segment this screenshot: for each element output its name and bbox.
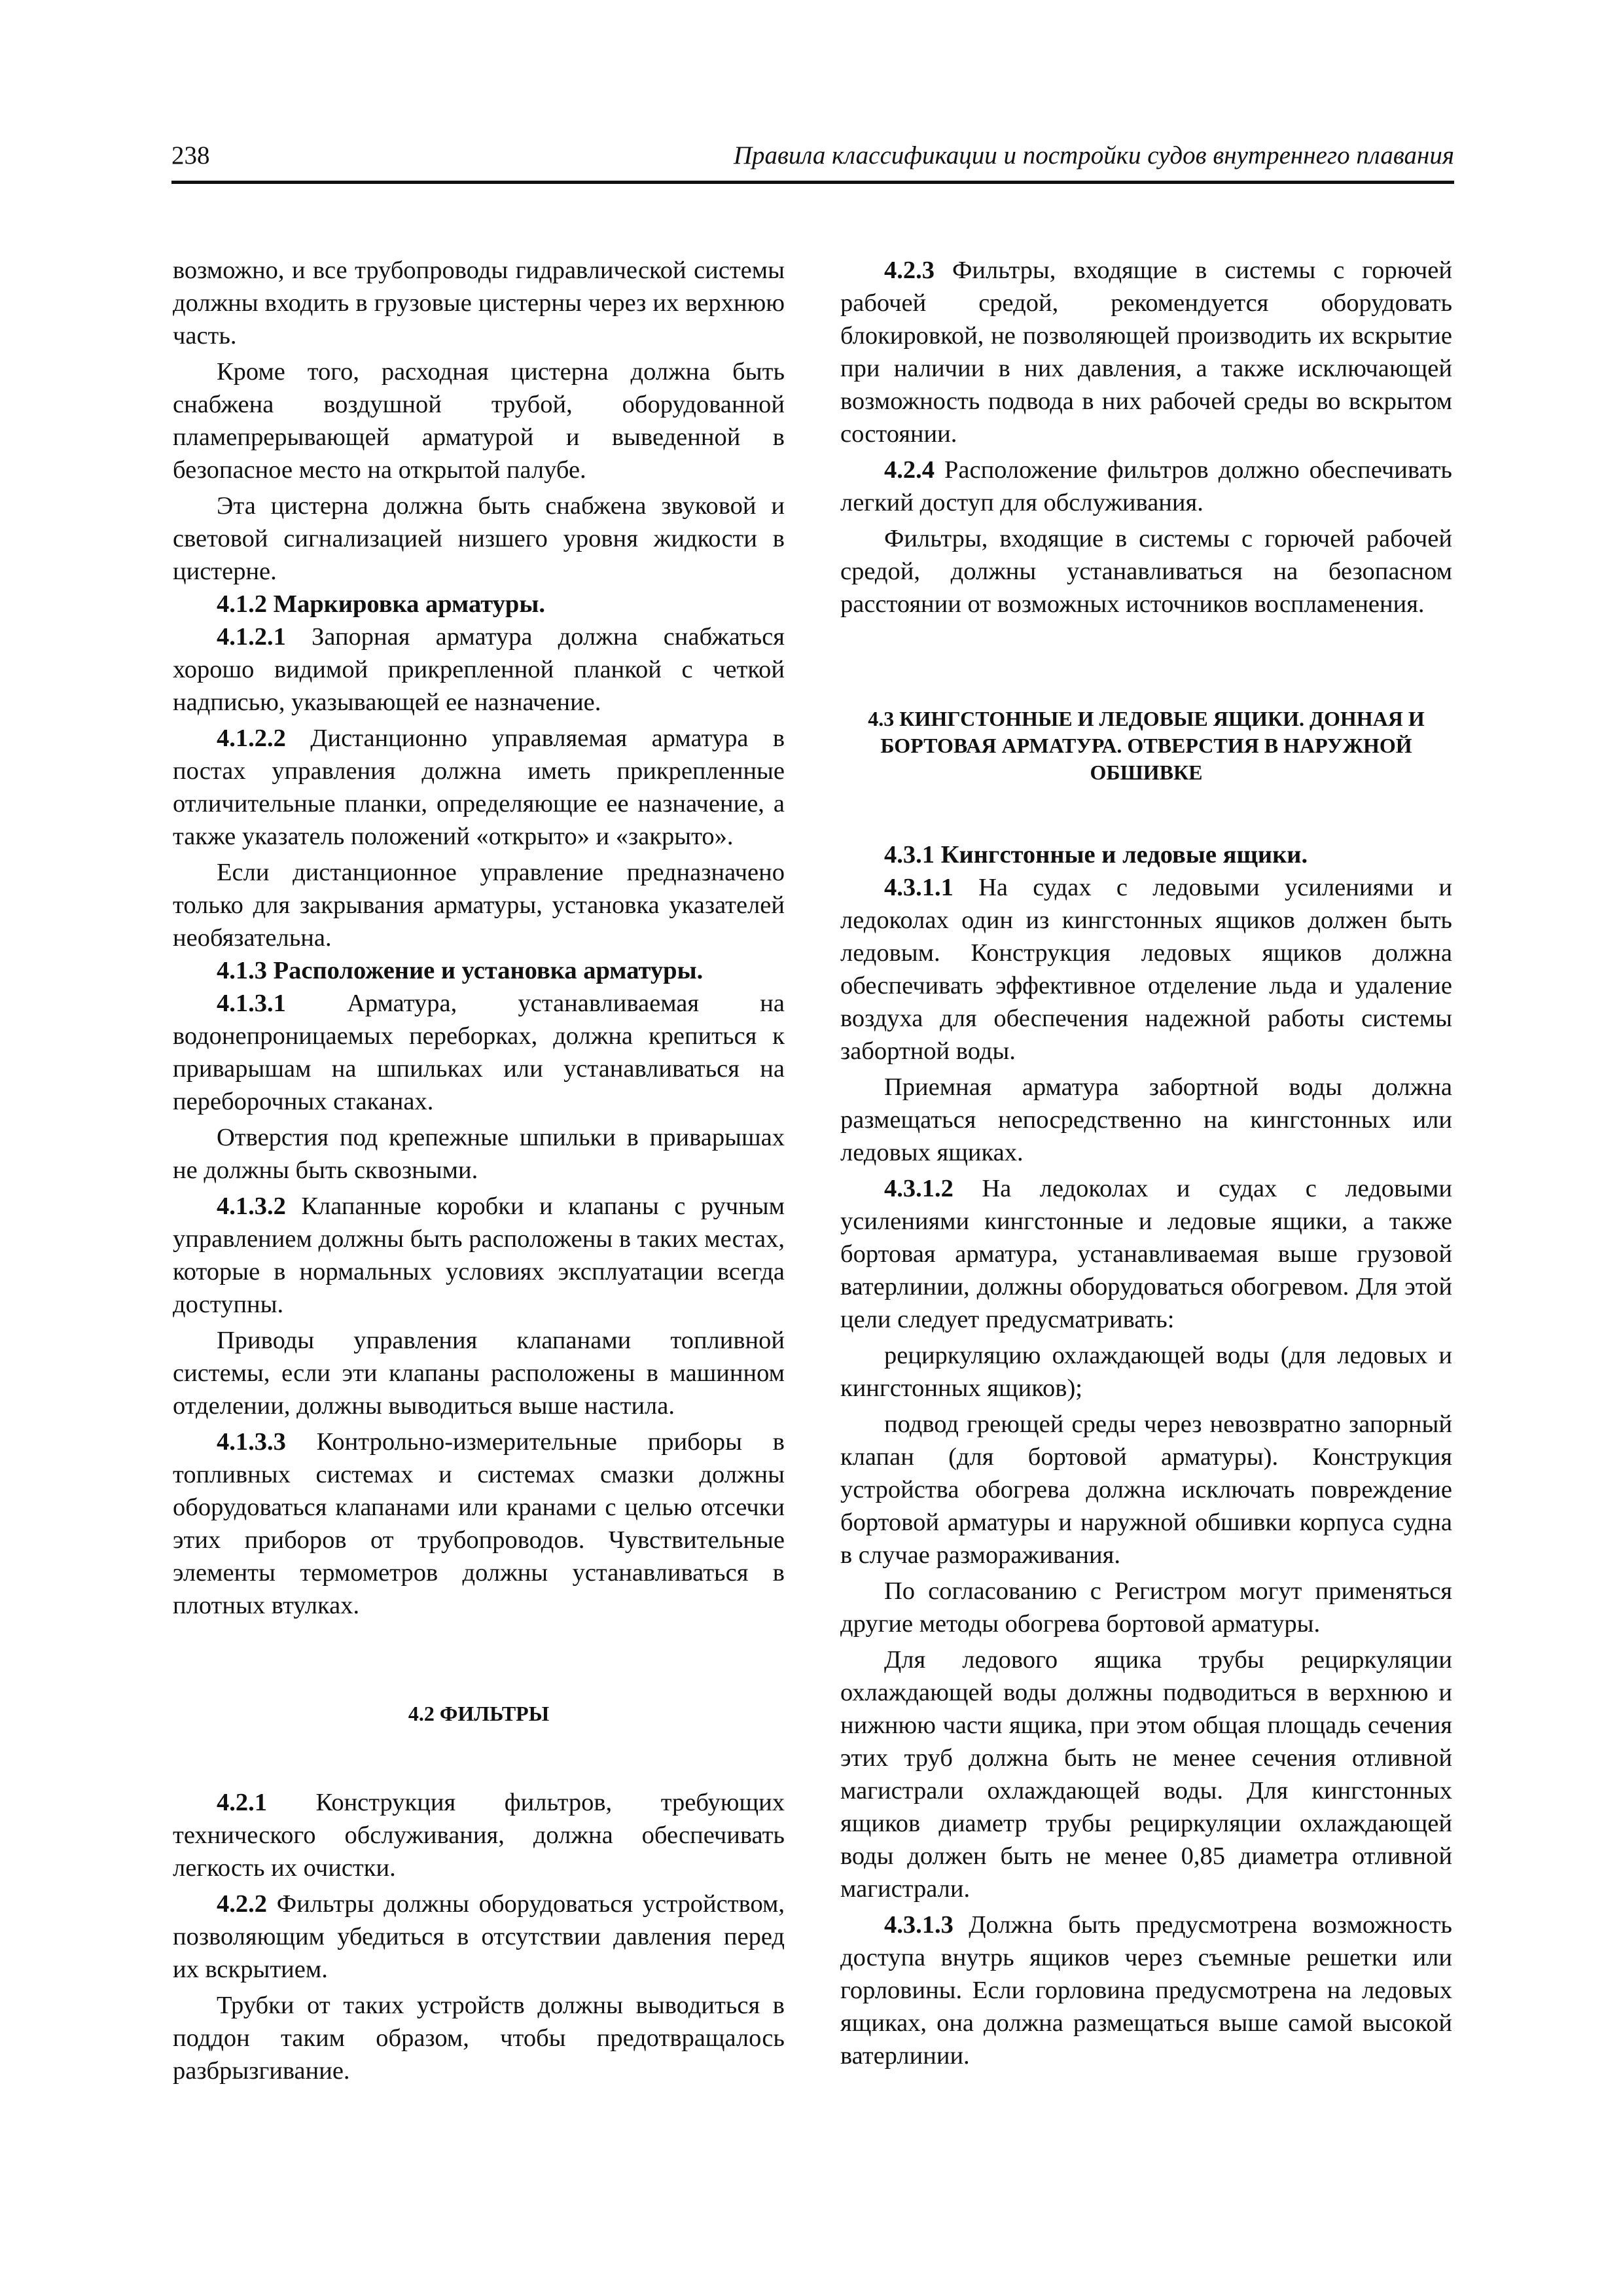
clause-number: 4.1.3.1: [217, 990, 286, 1017]
section-heading-4-1-2: 4.1.2 Маркировка арматуры.: [217, 590, 546, 618]
paragraph: Отверстия под крепежные шпильки в приварышах не должны быть сквозными.: [173, 1124, 785, 1184]
paragraph: рециркуляцию охлаждающей воды (для ледовых и кингстонных ящиков);: [840, 1342, 1452, 1402]
clause-4-2-4: [840, 454, 1452, 519]
clause-number: 4.3.1.3: [884, 1911, 954, 1939]
clause-text: Контрольно-измерительные приборы в топливных системах и системах смазки должны оборудоваться клапанами или кранами с целью отсечки этих приборов от трубопроводов. Чувствительные элементы термометров должны устанавливаться в плотных втулках.: [173, 1428, 785, 1619]
clause-number: 4.2.2: [217, 1890, 267, 1918]
section-heading-4-3-1: 4.3.1 Кингстонные и ледовые ящики.: [884, 841, 1308, 869]
clause-text: Фильтры, входящие в системы с горючей рабочей средой, рекомендуется оборудовать блокировкой, не позволяющей производить их вскрытие при наличии в них давления, а также исключающей возможность подвода в них рабочей среды во вскрытом состоянии.: [840, 257, 1452, 448]
clause-4-1-3-2: [173, 1190, 785, 1321]
clause-4-3-1-2: [840, 1172, 1452, 1336]
spacer: [173, 1727, 785, 1786]
clause-4-3-1-1: [840, 871, 1452, 1067]
clause-4-1-3-1: [173, 987, 785, 1118]
right-column: [840, 254, 1452, 2072]
clause-4-2-3: [840, 254, 1452, 450]
clause-number: 4.2.3: [884, 257, 935, 284]
section-heading-4-3: 4.3 КИНГСТОННЫЕ И ЛЕДОВЫЕ ЯЩИКИ. ДОННАЯ И БОРТОВАЯ АРМАТУРА. ОТВЕРСТИЯ В НАРУЖНОЙ ОБШИВКЕ: [868, 707, 1425, 784]
clause-text: Расположение фильтров должно обеспечивать легкий доступ для обслуживания.: [840, 456, 1452, 516]
paragraph: возможно, и все трубопроводы гидравлической системы должны входить в грузовые цистерны через их верхнюю часть.: [173, 257, 785, 350]
clause-number: 4.3.1.1: [884, 874, 954, 901]
clause-4-1-3-3: [173, 1426, 785, 1622]
paragraph: Кроме того, расходная цистерна должна быть снабжена воздушной трубой, оборудованной пламепрерывающей арматурой и выведенной в безопасное место на открытой палубе.: [173, 358, 785, 484]
clause-text: Должна быть предусмотрена возможность доступа внутрь ящиков через съемные решетки или горловины. Если горловина предусмотрена на ледовых ящиках, она должна размещаться выше самой высокой ватерлинии.: [840, 1911, 1452, 2070]
clause-4-1-2-1: [173, 620, 785, 719]
clause-number: 4.3.1.2: [884, 1175, 954, 1202]
clause-text: Запорная арматура должна снабжаться хорошо видимой прикрепленной планкой с четкой надписью, указывающей ее назначение.: [173, 623, 785, 716]
clause-number: 4.1.2.2: [217, 725, 286, 752]
running-title: Правила классификации и постройки судов внутреннего плавания: [733, 141, 1454, 170]
clause-text: На ледоколах и судах с ледовыми усилениями кингстонные и ледовые ящики, а также бортовая арматура, устанавливаемая выше грузовой ватерлинии, должны оборудоваться обогревом. Для этой цели следует предусматривать:: [840, 1175, 1452, 1333]
paragraph: Эта цистерна должна быть снабжена звуковой и световой сигнализацией низшего уровня жидкости в цистерне.: [173, 492, 785, 585]
clause-4-3-1-3: [840, 1909, 1452, 2072]
section-heading-4-2: 4.2 ФИЛЬТРЫ: [408, 1702, 550, 1725]
clause-4-1-2-2: [173, 722, 785, 853]
spacer: [840, 786, 1452, 838]
left-column: [173, 254, 785, 2087]
page-number: 238: [171, 141, 210, 170]
paragraph: подвод греющей среды через невозвратно запорный клапан (для бортовой арматуры). Конструкция устройства обогрева должна исключать повреждение бортовой арматуры и наружной обшивки корпуса судна в случае размораживания.: [840, 1410, 1452, 1569]
clause-4-2-1: [173, 1786, 785, 1884]
paragraph: Если дистанционное управление предназначено только для закрывания арматуры, установка указателей необязательна.: [173, 859, 785, 952]
paragraph: Фильтры, входящие в системы с горючей рабочей средой, должны устанавливаться на безопасном расстоянии от возможных источников воспламенения.: [840, 525, 1452, 618]
clause-number: 4.2.4: [884, 456, 935, 484]
clause-4-2-2: [173, 1888, 785, 1986]
clause-number: 4.1.2.1: [217, 623, 286, 651]
paragraph: По согласованию с Регистром могут применяться другие методы обогрева бортовой арматуры.: [840, 1577, 1452, 1638]
clause-text: Арматура, устанавливаемая на водонепроницаемых переборках, должна крепиться к приварышам на шпильках или устанавливаться на переборочных стаканах.: [173, 990, 785, 1115]
clause-number: 4.2.1: [217, 1789, 267, 1816]
clause-text: На судах с ледовыми усилениями и ледоколах один из кингстонных ящиков должен быть ледовым. Конструкция ледовых ящиков должна обеспечивать эффективное отделение льда и удаление воздуха для обеспечения надежной работы системы забортной воды.: [840, 874, 1452, 1065]
paragraph: Приводы управления клапанами топливной системы, если эти клапаны расположены в машинном отделении, должны выводиться выше настила.: [173, 1327, 785, 1420]
clause-text: Дистанционно управляемая арматура в постах управления должна иметь прикрепленные отличительные планки, определяющие ее назначение, а также указатель положений «открыто» и «закрыто».: [173, 725, 785, 850]
clause-text: Фильтры должны оборудоваться устройством, позволяющим убедиться в отсутствии давления перед их вскрытием.: [173, 1890, 785, 1983]
spacer: [840, 620, 1452, 706]
clause-text: Конструкция фильтров, требующих технического обслуживания, должна обеспечивать легкость их очистки.: [173, 1789, 785, 1882]
clause-text: Клапанные коробки и клапаны с ручным управлением должны быть расположены в таких местах, которые в нормальных условиях эксплуатации всегда доступны.: [173, 1193, 785, 1318]
clause-number: 4.1.3.3: [217, 1428, 286, 1456]
paragraph: Трубки от таких устройств должны выводиться в поддон таким образом, чтобы предотвращалось разбрызгивание.: [173, 1992, 785, 2085]
clause-number: 4.1.3.2: [217, 1193, 286, 1220]
paragraph: Приемная арматура забортной воды должна размещаться непосредственно на кингстонных или ледовых ящиках.: [840, 1073, 1452, 1166]
paragraph: Для ледового ящика трубы рециркуляции охлаждающей воды должны подводиться в верхнюю и нижнюю части ящика, при этом общая площадь сечения этих труб должна быть не менее сечения отливной магистрали охлаждающей воды. Для кингстонных ящиков диаметр трубы рециркуляции охлаждающей воды должен быть не менее 0,85 диаметра отливной магистрали.: [840, 1646, 1452, 1903]
spacer: [173, 1622, 785, 1700]
page-header: [171, 140, 1454, 184]
section-heading-4-1-3: 4.1.3 Расположение и установка арматуры.: [217, 957, 704, 984]
